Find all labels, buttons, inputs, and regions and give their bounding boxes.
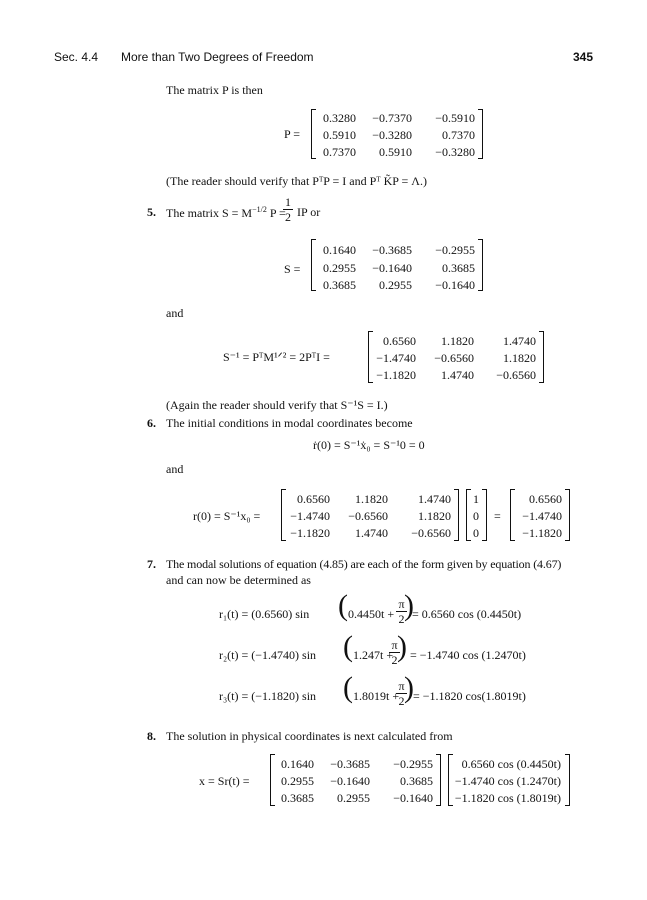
matrix-s-label: S =: [284, 262, 301, 276]
item-5-text: The matrix $S = M^{-1/2}$ P =: [166, 205, 286, 220]
p-cell: 0.7370: [442, 128, 475, 142]
running-title: More than Two Degrees of Freedom: [121, 50, 314, 64]
p-cell: 0.3280: [323, 111, 356, 125]
p-cell: −0.5910: [435, 111, 475, 125]
xsol-cell: −0.2955: [393, 757, 433, 771]
paren-open: (: [343, 630, 353, 663]
p-cell: −0.3280: [435, 145, 475, 159]
item-6-text: The initial conditions in modal coordinates become: [166, 416, 413, 430]
s-cell: 0.2955: [379, 278, 412, 292]
p-intro: The matrix P is then: [166, 83, 263, 97]
modal-3-lhs: r₃(t) = (−1.1820) sin: [219, 689, 317, 703]
item-8-number: 8.: [147, 729, 156, 743]
xsol-cell: −0.3685: [330, 757, 370, 771]
xsol-cell: −0.1640: [330, 774, 370, 788]
xsol-cell: 0.3685: [281, 791, 314, 805]
page-number: 345: [573, 50, 594, 64]
p-cell: 0.5910: [379, 145, 412, 159]
p-cell: 0.5910: [323, 128, 356, 142]
modal-3-rhs: = −1.1820 cos(1.8019t): [413, 689, 526, 703]
verify-note-1: (The reader should verify that PᵀP = I and Pᵀ K̃P = Λ.): [166, 174, 427, 188]
r0-result-cell: 0.6560: [529, 492, 562, 506]
item-7-number: 7.: [147, 557, 156, 571]
p-cell: 0.7370: [323, 145, 356, 159]
item-5-number: 5.: [147, 205, 156, 219]
r0-cell: 1.1820: [355, 492, 388, 506]
r0-cell: 1.1820: [418, 509, 451, 523]
item-6-number: 6.: [147, 416, 156, 430]
xsol-cell: 0.3685: [400, 774, 433, 788]
p-cell: −0.7370: [372, 111, 412, 125]
sinv-cell: 1.4740: [503, 334, 536, 348]
paren-open: (: [343, 671, 353, 704]
modal-3-arg: 1.8019t +: [353, 689, 400, 703]
s-cell: 0.1640: [323, 243, 356, 257]
item-5-tail: IP or: [297, 205, 321, 219]
paren-open: (: [338, 589, 348, 622]
xsol-cell: 0.2955: [281, 774, 314, 788]
modal-1-lhs: r₁(t) = (0.6560) sin: [219, 607, 310, 621]
modal-2-arg: 1.247t +: [353, 648, 394, 662]
s-cell: −0.1640: [372, 261, 412, 275]
xsol-cell: −0.1640: [393, 791, 433, 805]
rt-cell: −1.4740 cos (1.2470t): [454, 774, 561, 788]
sinv-cell: 1.4740: [441, 368, 474, 382]
r0-cell: −0.6560: [411, 526, 451, 540]
r0-cell: 0.6560: [297, 492, 330, 506]
r0-cell: −1.1820: [290, 526, 330, 540]
s-cell: 0.3685: [323, 278, 356, 292]
modal-1-rhs: = 0.6560 cos (0.4450t): [412, 607, 522, 621]
s-cell: −0.1640: [435, 278, 475, 292]
and-1: and: [166, 306, 184, 320]
s-cell: 0.2955: [323, 261, 356, 275]
modal-velocity-eq: ṙ(0) = S⁻¹ẋ₀ = S⁻¹0 = 0: [313, 438, 425, 452]
pi-over-two: π 2: [389, 639, 400, 666]
r0-cell: −1.4740: [290, 509, 330, 523]
paren-close: ): [397, 630, 407, 663]
rt-cell: −1.1820 cos (1.8019t): [454, 791, 561, 805]
sinv-cell: −0.6560: [434, 351, 474, 365]
xsol-cell: 0.2955: [337, 791, 370, 805]
s-cell: −0.2955: [435, 243, 475, 257]
xsol-label: x = Sr(t) =: [199, 774, 250, 788]
xsol-cell: 0.1640: [281, 757, 314, 771]
half-fraction: 1 2: [285, 195, 291, 224]
r0-equals: =: [494, 509, 501, 523]
paren-close: ): [404, 589, 414, 622]
sinv-cell: 0.6560: [383, 334, 416, 348]
sinv-cell: −1.1820: [376, 368, 416, 382]
item-8-text: The solution in physical coordinates is next calculated from: [166, 729, 453, 743]
r0-label: r(0) = S⁻¹x₀ =: [193, 509, 261, 523]
pi-over-two: π 2: [396, 598, 407, 625]
matrix-p-label: P =: [284, 127, 300, 141]
r0-result-cell: −1.1820: [522, 526, 562, 540]
modal-2-lhs: r₂(t) = (−1.4740) sin: [219, 648, 317, 662]
x0-cell: 0: [473, 526, 479, 540]
s-cell: −0.3685: [372, 243, 412, 257]
p-cell: −0.3280: [372, 128, 412, 142]
x0-cell: 1: [473, 492, 479, 506]
pi-over-two: π 2: [396, 680, 407, 707]
sinv-cell: 1.1820: [503, 351, 536, 365]
and-2: and: [166, 462, 184, 476]
sinv-cell: −0.6560: [496, 368, 536, 382]
modal-1-arg: 0.4450t +: [348, 607, 395, 621]
r0-cell: 1.4740: [355, 526, 388, 540]
x0-cell: 0: [473, 509, 479, 523]
s-cell: 0.3685: [442, 261, 475, 275]
section-label: Sec. 4.4: [54, 50, 99, 64]
r0-cell: −0.6560: [348, 509, 388, 523]
item-7-line-2: and can now be determined as: [166, 573, 311, 587]
modal-2-rhs: = −1.4740 cos (1.2470t): [410, 648, 526, 662]
r0-cell: 1.4740: [418, 492, 451, 506]
s-inverse-label: S⁻¹ = PᵀM¹ᐟ² = 2PᵀI =: [223, 350, 330, 364]
item-7-line-1: The modal solutions of equation (4.85) are each of the form given by equation (4.67): [166, 557, 562, 571]
rt-cell: 0.6560 cos (0.4450t): [461, 757, 561, 771]
sinv-cell: −1.4740: [376, 351, 416, 365]
verify-note-2: (Again the reader should verify that S⁻¹S = I.): [166, 398, 388, 412]
paren-close: ): [404, 671, 414, 704]
sinv-cell: 1.1820: [441, 334, 474, 348]
r0-result-cell: −1.4740: [522, 509, 562, 523]
